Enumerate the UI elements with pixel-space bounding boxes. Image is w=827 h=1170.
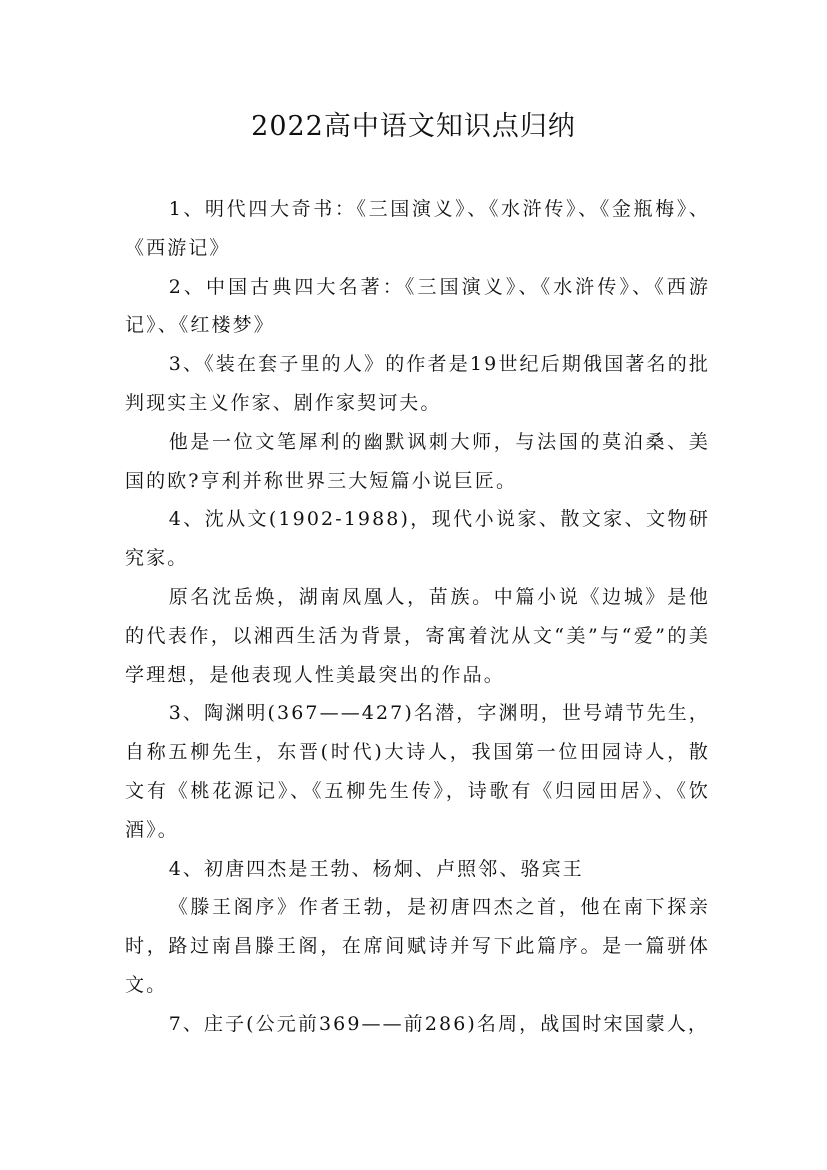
paragraph: 7、庄子(公元前369——前286)名周，战国时宋国蒙人，	[168, 1012, 710, 1035]
paragraph: 他是一位文笔犀利的幽默讽刺大师，与法国的莫泊桑、美国的欧?亨利并称世界三大短篇小说巨匠。	[125, 430, 710, 492]
paragraph: 2、中国古典四大名著：《三国演义》、《水浒传》、《西游记》、《红楼梦》	[125, 275, 710, 337]
document-title: 2022高中语文知识点归纳	[251, 111, 576, 142]
paragraph: 原名沈岳焕，湖南凤凰人，苗族。中篇小说《边城》是他的代表作，以湘西生活为背景，寄寓着沈从文“美”与“爱”的美学理想，是他表现人性美最突出的作品。	[125, 585, 710, 686]
paragraph: 4、沈从文(1902-1988)，现代小说家、散文家、文物研究家。	[125, 508, 710, 570]
paragraph: 4、初唐四杰是王勃、杨炯、卢照邻、骆宾王	[168, 857, 584, 880]
paragraph: 3、《装在套子里的人》的作者是19世纪后期俄国著名的批判现实主义作家、剧作家契诃夫。	[125, 353, 710, 414]
paragraph: 1、明代四大奇书：《三国演义》、《水浒传》、《金瓶梅》、《西游记》	[125, 198, 710, 259]
paragraph: 3、陶渊明(367——427)名潜，字渊明，世号靖节先生，自称五柳先生，东晋(时代)大诗人，我国第一位田园诗人，散文有《桃花源记》、《五柳先生传》，诗歌有《归园田居》、《饮酒》。	[125, 702, 710, 841]
paragraph: 《滕王阁序》作者王勃，是初唐四杰之首，他在南下探亲时，路过南昌滕王阁，在席间赋诗并写下此篇序。是一篇骈体文。	[125, 896, 710, 996]
document-body	[125, 190, 710, 1044]
